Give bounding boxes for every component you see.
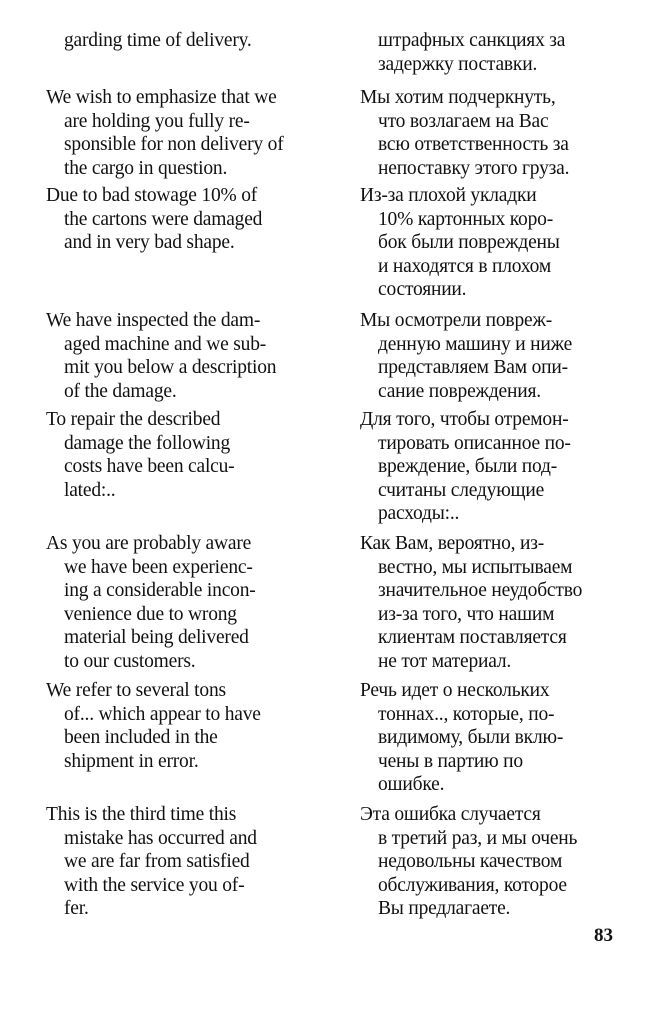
ru-paragraph-line: денную машину и ниже: [378, 333, 573, 355]
en-paragraph-3: [46, 184, 262, 255]
ru-paragraph-line: тировать описанное по-: [378, 432, 571, 454]
en-paragraph-line: venience due to wrong: [64, 603, 237, 625]
en-paragraph-line: mit you below a description: [64, 357, 277, 379]
en-paragraph-line: and in very bad shape.: [64, 232, 235, 254]
ru-paragraph-line: считаны следующие: [378, 479, 545, 501]
ru-paragraph-line: Мы осмотрели повреж-: [360, 310, 553, 331]
ru-paragraph-line: штрафных санкциях за: [378, 30, 566, 51]
ru-paragraph-line: 10% картонных коро-: [378, 208, 553, 230]
ru-paragraph-line: непоставку этого груза.: [378, 157, 570, 179]
ru-paragraph-line: недовольны качеством: [378, 851, 563, 873]
en-paragraph-line: sponsible for non delivery of: [64, 134, 284, 156]
en-paragraph-line: Due to bad stowage 10% of: [46, 185, 258, 206]
ru-paragraph-line: всю ответственность за: [378, 134, 569, 156]
en-paragraph-line: to our customers.: [64, 650, 196, 672]
ru-paragraph-line: сание повреждения.: [378, 380, 541, 402]
ru-paragraph-3: [360, 184, 560, 302]
en-paragraph-1: [46, 29, 252, 53]
ru-paragraph-6: [360, 532, 582, 674]
en-paragraph-line: garding time of delivery.: [64, 30, 252, 51]
en-paragraph-line: fer.: [64, 898, 89, 920]
en-paragraph-line: mistake has occurred and: [64, 827, 257, 849]
en-paragraph-2: [46, 86, 284, 180]
ru-paragraph-line: клиентам поставляется: [378, 627, 567, 649]
en-paragraph-line: damage the following: [64, 432, 231, 454]
en-paragraph-line: been included in the: [64, 727, 218, 749]
en-paragraph-8: [46, 803, 257, 921]
en-paragraph-line: As you are probably aware: [46, 533, 252, 554]
en-paragraph-line: with the service you of-: [64, 874, 245, 896]
ru-paragraph-line: представляем Вам опи-: [378, 357, 568, 379]
ru-paragraph-line: состоянии.: [378, 279, 467, 301]
en-paragraph-line: ing a considerable incon-: [64, 580, 256, 602]
en-paragraph-line: To repair the described: [46, 409, 221, 430]
ru-paragraph-line: чены в партию по: [378, 750, 523, 772]
ru-paragraph-line: Из-за плохой укладки: [360, 185, 537, 206]
page-number: 83: [594, 925, 613, 946]
en-paragraph-line: lated:..: [64, 479, 116, 501]
ru-paragraph-line: вреждение, были под-: [378, 456, 558, 478]
ru-paragraph-line: тоннах.., которые, по-: [378, 703, 555, 725]
ru-paragraph-4: [360, 309, 572, 403]
en-paragraph-6: [46, 532, 256, 674]
ru-paragraph-5: [360, 408, 571, 526]
en-paragraph-line: we are far from satisfied: [64, 851, 250, 873]
en-paragraph-line: shipment in error.: [64, 750, 199, 772]
ru-paragraph-line: Мы хотим подчеркнуть,: [360, 87, 556, 108]
en-paragraph-5: [46, 408, 234, 502]
en-paragraph-line: This is the third time this: [46, 804, 237, 825]
en-paragraph-line: the cargo in question.: [64, 157, 228, 179]
ru-paragraph-2: [360, 86, 569, 180]
ru-paragraph-line: бок были повреждены: [378, 232, 560, 254]
en-paragraph-4: [46, 309, 276, 403]
en-paragraph-7: [46, 679, 261, 773]
en-paragraph-line: the cartons were damaged: [64, 208, 263, 230]
ru-paragraph-7: [360, 679, 563, 797]
en-paragraph-line: We refer to several tons: [46, 680, 226, 701]
en-paragraph-line: are holding you fully re-: [64, 110, 250, 132]
ru-paragraph-line: ошибке.: [378, 774, 445, 796]
en-paragraph-line: We have inspected the dam-: [46, 310, 261, 331]
ru-paragraph-line: Речь идет о нескольких: [360, 680, 550, 701]
ru-paragraph-line: значительное неудобство: [378, 580, 583, 602]
en-paragraph-line: of... which appear to have: [64, 703, 261, 725]
en-paragraph-line: We wish to emphasize that we: [46, 87, 277, 108]
ru-paragraph-line: обслуживания, которое: [378, 874, 567, 896]
ru-paragraph-line: не тот материал.: [378, 650, 512, 672]
ru-paragraph-line: Как Вам, вероятно, из-: [360, 533, 545, 554]
en-paragraph-line: we have been experienc-: [64, 556, 253, 578]
ru-paragraph-line: расходы:..: [378, 503, 460, 525]
en-paragraph-line: aged machine and we sub-: [64, 333, 267, 355]
ru-paragraph-line: Для того, чтобы отремон-: [360, 409, 569, 430]
en-paragraph-line: of the damage.: [64, 380, 177, 402]
ru-paragraph-line: Вы предлагаете.: [378, 898, 511, 920]
ru-paragraph-line: вестно, мы испытываем: [378, 556, 573, 578]
ru-paragraph-line: Эта ошибка случается: [360, 804, 541, 825]
ru-paragraph-line: что возлагаем на Вас: [378, 110, 549, 132]
ru-paragraph-line: задержку поставки.: [378, 53, 538, 75]
ru-paragraph-1: [360, 29, 565, 76]
en-paragraph-line: costs have been calcu-: [64, 456, 235, 478]
ru-paragraph-8: [360, 803, 577, 921]
ru-paragraph-line: из-за того, что нашим: [378, 603, 555, 625]
en-paragraph-line: material being delivered: [64, 627, 249, 649]
ru-paragraph-line: видимому, были вклю-: [378, 727, 564, 749]
ru-paragraph-line: в третий раз, и мы очень: [378, 827, 578, 849]
ru-paragraph-line: и находятся в плохом: [378, 255, 551, 277]
